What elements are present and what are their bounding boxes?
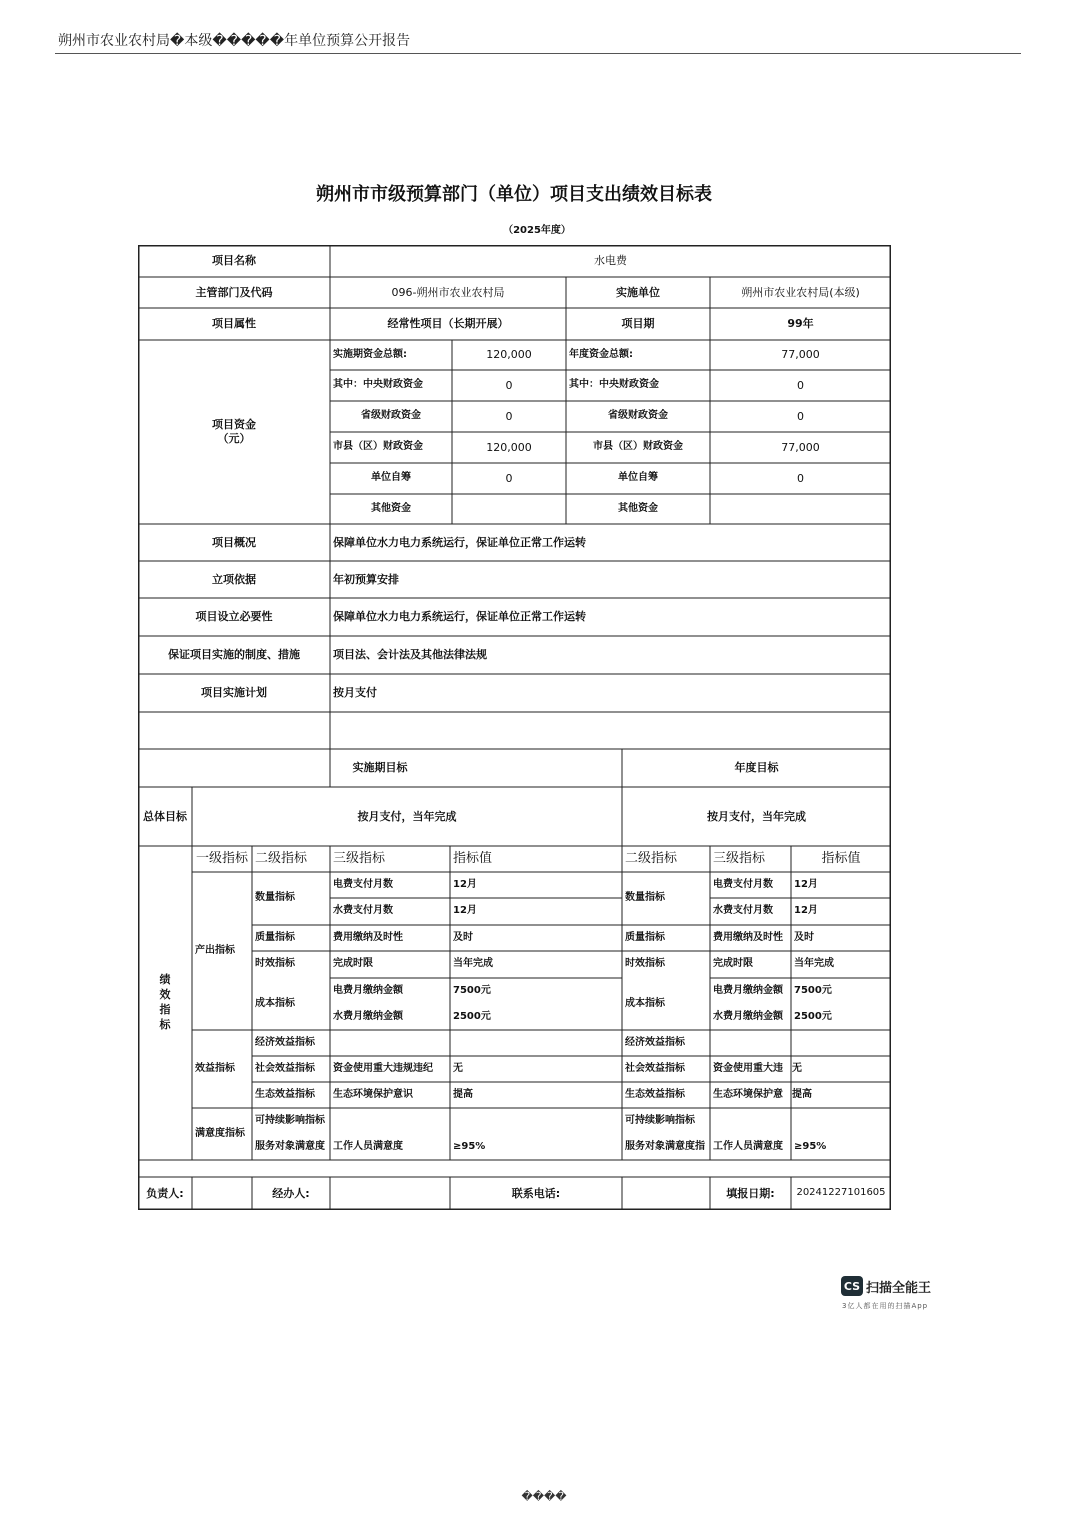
provincial-funds-label: 省级财政资金 [361,410,421,422]
central-funds-label: 其中：中央财政资金 [333,379,423,391]
table-row-value: 7500元 [453,984,491,996]
project-period-value: 99年 [787,317,814,331]
impl-unit-label: 实施单位 [616,285,660,299]
table-row-l3: 费用缴纳及时性 [333,931,403,943]
impl-unit-value: 朔州市农业农村局(本级) [741,285,860,299]
quality-indicator-label: 质量指标 [255,931,295,943]
annual-goal-value: 按月支付，当年完成 [707,809,806,823]
table-row-value-annual: 2500元 [794,1010,832,1022]
quantity-indicator-label-annual: 数量指标 [625,892,665,904]
self-funds-annual-value: 0 [797,471,804,485]
measures-value: 项目法、会计法及其他法律法规 [333,648,487,662]
other-funds-annual-label: 其他资金 [618,502,658,514]
table-row-value: 当年完成 [453,958,493,970]
table-row-l3: 工作人员满意度 [333,1140,403,1152]
table-row-value: 及时 [453,931,473,943]
performance-target-table [138,245,891,1210]
fill-date-value: 20241227101605 [796,1187,886,1199]
city-funds-value: 120,000 [486,440,532,454]
phone-label: 联系电话: [511,1186,561,1200]
timeliness-indicator-label: 时效指标 [255,958,295,970]
annual-goal-header: 年度目标 [734,761,779,775]
plan-value: 按月支付 [333,686,377,700]
economic-benefit-label: 经济效益指标 [255,1036,315,1048]
table-row-value: 无 [453,1062,463,1074]
table-row-l3: 生态环境保护意识 [333,1088,413,1100]
plan-label: 项目实施计划 [201,686,267,700]
necessity-label: 项目设立必要性 [195,610,273,624]
table-row-l3-annual: 水费支付月数 [713,905,773,917]
perf-label-cell [138,846,192,1160]
central-funds-annual-label: 其中：中央财政资金 [569,379,659,391]
table-row-l3: 资金使用重大违规违纪 [333,1062,433,1074]
table-row-value: 12月 [453,878,477,890]
table-row-l3-annual: 电费月缴纳金额 [713,984,783,996]
table-row-l3-annual: 生态环境保护意 [713,1088,783,1100]
total-funds-value: 120,000 [486,348,532,362]
social-benefit-label: 社会效益指标 [255,1062,315,1074]
table-row-l3: 水费月缴纳金额 [333,1010,403,1022]
quality-indicator-label-annual: 质量指标 [625,931,665,943]
sustainability-label-annual: 可持续影响指标 [625,1114,695,1126]
dept-label: 主管部门及代码 [195,285,273,299]
annual-funds-label: 年度资金总额: [569,348,633,360]
ecological-benefit-label-annual: 生态效益指标 [625,1088,685,1100]
camscanner-name: 扫描全能王 [866,1281,932,1296]
annual-funds-value: 77,000 [781,348,820,362]
table-row-value-annual: 当年完成 [794,958,834,970]
table-row-value-annual: 及时 [794,931,814,943]
owner-label: 负责人: [146,1186,184,1200]
document-year: （2025年度） [503,225,571,236]
total-funds-label: 实施期资金总额: [333,348,407,360]
city-funds-annual-value: 77,000 [781,440,820,454]
necessity-value: 保障单位水力电力系统运行，保证单位正常工作运转 [333,610,586,624]
timeliness-indicator-label-annual: 时效指标 [625,958,665,970]
city-funds-annual-label: 市县（区）财政资金 [593,441,683,453]
camscanner-logo: CS [841,1276,863,1296]
quantity-indicator-label: 数量指标 [255,892,295,904]
satisfaction-indicator-label: 满意度指标 [195,1127,245,1139]
impl-goal-header: 实施期目标 [352,761,408,775]
project-funds-label: 项目资金 （元） [212,418,256,445]
central-funds-annual-value: 0 [797,378,804,392]
project-attr-label: 项目属性 [212,317,256,331]
camscanner-slogan: 3亿人都在用的扫描App [842,1302,929,1310]
provincial-funds-annual-value: 0 [797,409,804,423]
measures-label: 保证项目实施的制度、措施 [168,648,300,662]
table-row-value-annual: 提高 [792,1088,812,1100]
table-row-l3-annual: 工作人员满意度 [713,1140,783,1152]
page-number: ���� [521,1490,567,1503]
overview-value: 保障单位水力电力系统运行，保证单位正常工作运转 [333,535,586,549]
table-row-value: 12月 [453,905,477,917]
document-title: 朔州市市级预算部门（单位）项目支出绩效目标表 [316,184,712,205]
table-row-l3-annual: 电费支付月数 [713,878,773,890]
provincial-funds-annual-label: 省级财政资金 [608,410,668,422]
output-indicator-label: 产出指标 [195,944,235,956]
basis-value: 年初预算安排 [333,572,399,586]
table-row-l3: 电费月缴纳金额 [333,984,403,996]
table-row-l3-annual: 资金使用重大违 [713,1062,783,1074]
dept-value: 096-朔州市农业农村局 [391,285,505,299]
overall-goal-label: 总体目标 [143,809,187,823]
table-row-value: ≥95% [453,1140,486,1152]
table-row-l3: 电费支付月数 [333,878,393,890]
table-row-value: 2500元 [453,1010,491,1022]
impl-goal-value: 按月支付，当年完成 [357,809,457,823]
table-row-value-annual: 12月 [794,905,818,917]
table-row-l3-annual: 水费月缴纳金额 [713,1010,783,1022]
benefit-indicator-label: 效益指标 [195,1062,235,1074]
header-level2-annual: 二级指标 [625,850,678,866]
header-level2: 二级指标 [255,850,308,866]
header-value: 指标值 [453,850,493,866]
project-attr-value: 经常性项目（长期开展） [387,317,509,331]
table-row-l3-annual: 完成时限 [713,958,753,970]
table-row-l3: 水费支付月数 [333,905,393,917]
economic-benefit-label-annual: 经济效益指标 [625,1036,685,1048]
table-row-value-annual: 无 [792,1062,802,1074]
service-satisfaction-label: 服务对象满意度 [255,1140,325,1152]
cost-indicator-label: 成本指标 [255,997,295,1009]
table-row-value-annual: 12月 [794,878,818,890]
service-satisfaction-label-annual: 服务对象满意度指 [625,1140,705,1152]
project-name-value: 水电费 [594,254,627,268]
provincial-funds-value: 0 [505,409,513,423]
header-value-annual: 指标值 [821,850,861,866]
other-funds-label: 其他资金 [371,502,411,514]
overview-label: 项目概况 [212,535,256,549]
central-funds-value: 0 [505,378,513,392]
table-row-value: 提高 [453,1088,473,1100]
social-benefit-label-annual: 社会效益指标 [625,1062,685,1074]
fill-date-label: 填报日期: [726,1186,775,1200]
basis-label: 立项依据 [212,572,256,586]
ecological-benefit-label: 生态效益指标 [255,1088,315,1100]
header-level1: 一级指标 [195,850,248,866]
table-row-l3-annual: 费用缴纳及时性 [713,931,783,943]
table-row-value-annual: ≥95% [794,1140,827,1152]
header-level3-annual: 三级指标 [713,850,766,866]
self-funds-annual-label: 单位自筹 [618,472,658,484]
sustainability-label: 可持续影响指标 [255,1114,325,1126]
header-level3: 三级指标 [333,850,386,866]
self-funds-value: 0 [505,471,513,485]
cost-indicator-label-annual: 成本指标 [625,997,665,1009]
table-row-l3: 完成时限 [333,958,373,970]
header-rule [55,53,1021,54]
city-funds-label: 市县（区）财政资金 [333,441,423,453]
self-funds-label: 单位自筹 [371,472,411,484]
project-period-label: 项目期 [621,317,655,331]
perf-indicator-label: 绩效指标 [159,973,171,1031]
project-name-label: 项目名称 [212,254,256,268]
page-header: 朔州市农业农村局�本级�����年单位预算公开报告 [58,33,411,49]
table-row-value-annual: 7500元 [794,984,832,996]
handler-label: 经办人: [272,1186,310,1200]
